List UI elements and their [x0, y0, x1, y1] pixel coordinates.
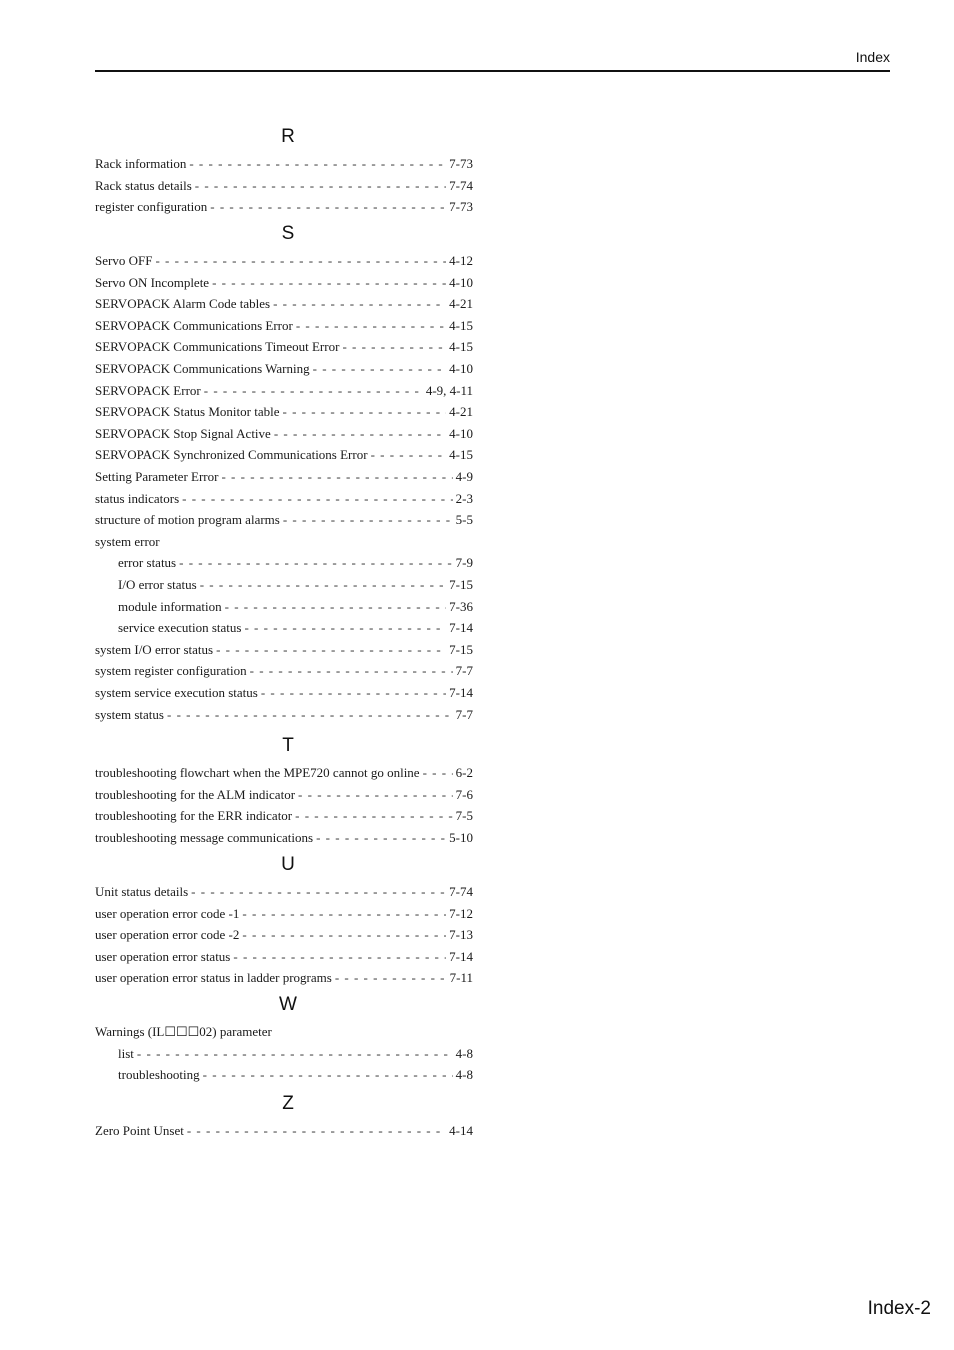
index-entry	[95, 382, 473, 400]
entry-page-ref: 7-73	[449, 156, 473, 171]
entry-page-ref: 4-15	[449, 339, 473, 355]
index-entry	[95, 198, 473, 216]
dot-leader	[244, 619, 446, 637]
entry-term: Zero Point Unset	[95, 1123, 184, 1138]
index-entry	[95, 1122, 473, 1140]
dot-leader	[212, 274, 446, 292]
dot-leader	[189, 155, 446, 173]
entry-term: user operation error status in ladder programs	[95, 970, 332, 986]
index-entry	[95, 511, 473, 529]
dot-leader	[250, 662, 453, 680]
dot-leader	[261, 684, 446, 702]
index-entry	[95, 684, 473, 702]
dot-leader	[242, 926, 446, 944]
entry-term: module information	[118, 598, 222, 614]
index-subentry	[118, 619, 473, 637]
entry-term: system error	[95, 533, 160, 549]
index-entry	[95, 969, 473, 987]
entry-page-ref: 4-21	[449, 404, 473, 420]
entry-page-ref: 7-13	[449, 927, 473, 943]
index-entry	[95, 533, 473, 551]
entry-term: Servo OFF	[95, 253, 153, 268]
entry-page-ref: 4-15	[449, 317, 473, 333]
entry-page-ref: 4-21	[449, 296, 473, 312]
entry-term: Warnings (IL☐☐☐02) parameter	[95, 1024, 272, 1039]
dot-leader	[316, 829, 446, 847]
entry-page-ref: 7-14	[449, 685, 473, 700]
dot-leader	[273, 295, 446, 313]
entry-term: SERVOPACK Communications Timeout Error	[95, 339, 340, 355]
dot-leader	[204, 382, 423, 400]
index-entry	[95, 948, 473, 966]
entry-page-ref: 6-2	[455, 765, 473, 780]
entry-term: SERVOPACK Status Monitor table	[95, 404, 280, 420]
entry-term: system I/O error status	[95, 641, 214, 657]
dot-leader	[371, 446, 447, 464]
entry-term: status indicators	[95, 490, 180, 506]
dot-leader	[342, 338, 446, 356]
entry-term: SERVOPACK Communications Error	[95, 317, 293, 333]
entry-term: user operation error code -1	[95, 905, 240, 921]
index-entry	[95, 317, 473, 335]
entry-term: error status	[118, 555, 177, 571]
entry-page-ref: 4-9, 4-11	[425, 382, 473, 398]
entry-term: system status	[95, 706, 164, 722]
entry-page-ref: 7-6	[455, 786, 473, 802]
entry-page-ref: 7-7	[455, 663, 473, 679]
dot-leader	[216, 641, 446, 659]
dot-leader	[182, 490, 453, 508]
index-entry	[95, 468, 473, 486]
dot-leader	[221, 468, 452, 486]
index-subentry	[118, 576, 473, 594]
dot-leader	[242, 905, 446, 923]
page-number: Index-2	[867, 1298, 931, 1319]
dot-leader	[295, 807, 453, 825]
dot-leader	[200, 576, 446, 594]
index-entry	[95, 829, 473, 847]
dot-leader	[155, 252, 446, 270]
entry-term: Unit status details	[95, 884, 189, 899]
index-subentry	[118, 554, 473, 572]
entry-page-ref: 7-15	[449, 577, 473, 592]
entry-page-ref: 7-74	[449, 884, 473, 899]
entry-page-ref: 7-73	[449, 199, 473, 215]
dot-leader	[225, 598, 447, 616]
dot-leader	[203, 1066, 453, 1084]
index-entry	[95, 786, 473, 804]
index-entry	[95, 252, 473, 270]
index-subentry	[118, 598, 473, 616]
section-letter: U	[281, 854, 295, 875]
dot-leader	[423, 764, 453, 782]
index-entry	[95, 274, 473, 292]
section-letter: Z	[282, 1093, 294, 1114]
dot-leader	[282, 403, 446, 421]
entry-page-ref: 7-7	[455, 706, 473, 722]
entry-page-ref: 7-14	[449, 948, 473, 964]
entry-term: SERVOPACK Synchronized Communications Error	[95, 447, 368, 463]
dot-leader	[187, 1122, 446, 1140]
entry-page-ref: 4-9	[455, 469, 473, 484]
entry-page-ref: 7-74	[449, 177, 473, 193]
entry-term: user operation error status	[95, 948, 231, 964]
entry-term: SERVOPACK Communications Warning	[95, 361, 310, 376]
dot-leader	[298, 786, 453, 804]
dot-leader	[137, 1045, 453, 1063]
dot-leader	[179, 554, 453, 572]
dot-leader	[233, 948, 446, 966]
dot-leader	[167, 706, 453, 724]
entry-term: SERVOPACK Alarm Code tables	[95, 296, 271, 312]
entry-term: service execution status	[118, 620, 242, 636]
index-entry	[95, 706, 473, 724]
entry-page-ref: 7-11	[449, 970, 473, 986]
dot-leader	[195, 177, 446, 195]
index-entry	[95, 641, 473, 659]
index-entry	[95, 883, 473, 901]
entry-page-ref: 4-10	[449, 274, 473, 290]
index-entry	[95, 338, 473, 356]
index-subentry	[118, 1066, 473, 1084]
entry-page-ref: 5-5	[455, 512, 473, 528]
index-entry	[95, 446, 473, 464]
entry-term: register configuration	[95, 199, 208, 215]
entry-term: Rack status details	[95, 177, 192, 193]
index-entry	[95, 490, 473, 508]
entry-page-ref: 7-14	[449, 620, 473, 636]
entry-page-ref: 2-3	[455, 490, 473, 506]
index-entry	[95, 662, 473, 680]
entry-page-ref: 5-10	[449, 829, 473, 845]
index-entry	[95, 295, 473, 313]
entry-page-ref: 4-14	[449, 1123, 473, 1138]
entry-term: troubleshooting for the ERR indicator	[95, 808, 293, 824]
index-entry	[95, 764, 473, 782]
index-subentry	[118, 1045, 473, 1063]
entry-page-ref: 7-5	[455, 808, 473, 824]
entry-page-ref: 7-12	[449, 905, 473, 921]
header-rule	[95, 70, 890, 72]
section-letter: T	[282, 735, 294, 756]
entry-page-ref: 4-10	[449, 361, 473, 376]
entry-term: structure of motion program alarms	[95, 512, 280, 528]
section-letter: R	[281, 126, 295, 147]
running-header: Index	[855, 49, 890, 65]
index-entry	[95, 926, 473, 944]
entry-term: Servo ON Incomplete	[95, 274, 210, 290]
dot-leader	[313, 360, 447, 378]
section-letter: S	[281, 223, 295, 244]
entry-term: troubleshooting	[118, 1067, 200, 1083]
entry-term: I/O error status	[118, 577, 197, 592]
index-entry	[95, 807, 473, 825]
dot-leader	[335, 969, 447, 987]
entry-term: SERVOPACK Stop Signal Active	[95, 425, 271, 441]
dot-leader	[210, 198, 446, 216]
index-entry	[95, 1023, 473, 1041]
entry-term: list	[118, 1045, 134, 1061]
entry-page-ref: 7-9	[455, 555, 473, 571]
entry-term: troubleshooting message communications	[95, 829, 314, 845]
section-letter: W	[279, 994, 297, 1015]
dot-leader	[283, 511, 453, 529]
index-entry	[95, 360, 473, 378]
entry-page-ref: 7-36	[449, 598, 473, 614]
entry-term: SERVOPACK Error	[95, 382, 201, 398]
dot-leader	[274, 425, 446, 443]
entry-page-ref: 4-10	[449, 425, 473, 441]
entry-term: system service execution status	[95, 685, 258, 700]
entry-page-ref: 4-15	[449, 447, 473, 463]
dot-leader	[296, 317, 446, 335]
index-entry	[95, 905, 473, 923]
entry-term: system register configuration	[95, 663, 247, 679]
entry-term: Setting Parameter Error	[95, 469, 219, 484]
dot-leader	[191, 883, 446, 901]
index-entry	[95, 177, 473, 195]
entry-term: troubleshooting for the ALM indicator	[95, 786, 296, 802]
entry-page-ref: 4-12	[449, 253, 473, 268]
index-entry	[95, 155, 473, 173]
index-entry	[95, 403, 473, 421]
entry-page-ref: 4-8	[455, 1045, 473, 1061]
entry-page-ref: 7-15	[449, 641, 473, 657]
index-entry	[95, 425, 473, 443]
entry-page-ref: 4-8	[455, 1067, 473, 1083]
entry-term: user operation error code -2	[95, 927, 240, 943]
entry-term: Rack information	[95, 156, 187, 171]
entry-term: troubleshooting flowchart when the MPE720 cannot go online	[95, 765, 420, 780]
